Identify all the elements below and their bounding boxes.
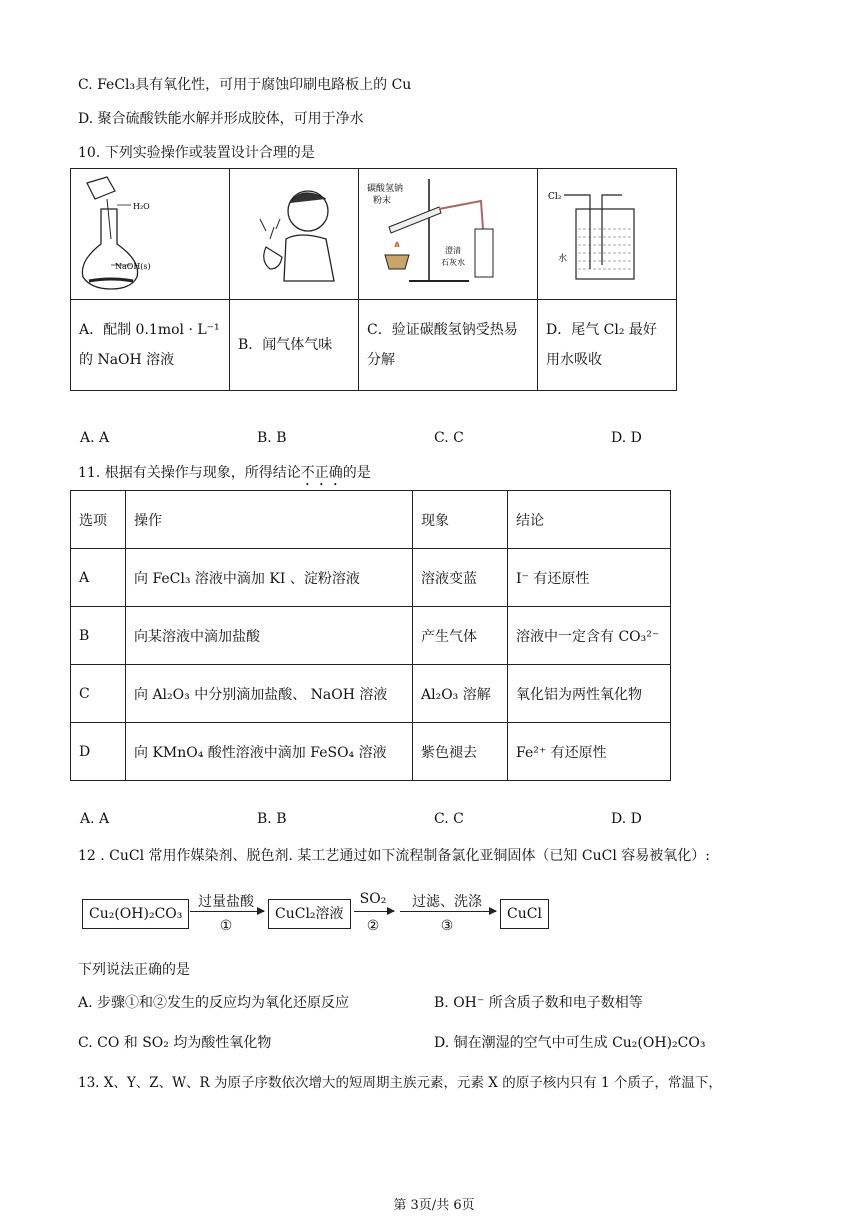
- gas-bottle-figure: [538, 169, 677, 300]
- svg-text:NaOH(s): NaOH(s): [115, 262, 151, 271]
- question-11-table: [70, 490, 671, 781]
- step3-number: ③: [440, 918, 454, 934]
- q12-option-c: C. CO 和 SO₂ 均为酸性氧化物: [78, 1035, 272, 1051]
- question-10-table: [70, 168, 677, 391]
- q11-choice-b: B. B: [257, 811, 287, 827]
- step1-number: ①: [219, 918, 233, 934]
- q10-choice-a: A. A: [80, 430, 110, 446]
- option-d-line: D. 聚合硫酸铁能水解并形成胶体，可用于净水: [78, 111, 364, 127]
- question-10-stem: 10. 下列实验操作或装置设计合理的是: [78, 145, 315, 161]
- header-option: 选项: [71, 491, 126, 549]
- question-12-stem: 12 . CuCl 常用作媒染剂、脱色剂. 某工艺通过如下流程制备氯化亚铜固体（已知 CuCl 容易被氧化）:: [78, 848, 710, 864]
- volumetric-flask-figure: [71, 169, 230, 300]
- q10-choice-b: B. B: [257, 430, 287, 446]
- step1-reagent: 过量盐酸: [198, 894, 254, 910]
- header-operation: 操作: [126, 491, 413, 549]
- svg-text:澄清: 澄清: [445, 246, 461, 255]
- flow-box-middle: CuCl₂溶液: [268, 899, 351, 929]
- table-row: D 向 KMnO₄ 酸性溶液中滴加 FeSO₄ 溶液 紫色褪去 Fe²⁺ 有还原性: [71, 723, 671, 781]
- question-11-stem: 11. 根据有关操作与现象，所得结论不正确的是: [78, 465, 371, 481]
- gas-washing-bottle-icon: [538, 169, 676, 295]
- q10-cell-b: B．闻气体气味: [230, 300, 359, 391]
- q12-option-a: A. 步骤①和②发生的反应均为氧化还原反应: [78, 995, 350, 1011]
- question-12-prompt: 下列说法正确的是: [78, 962, 190, 978]
- step3-operation: 过滤、洗涤: [412, 894, 482, 910]
- q10-cell-d: D．尾气 Cl₂ 最好 用水吸收: [538, 300, 677, 391]
- step3-arrow: [400, 911, 496, 912]
- header-phenomenon: 现象: [413, 491, 508, 549]
- q10-choice-d: D. D: [611, 430, 642, 446]
- svg-text:石灰水: 石灰水: [441, 258, 465, 267]
- flow-box-start: Cu₂(OH)₂CO₃: [82, 899, 189, 929]
- svg-text:碳酸氢钠: 碳酸氢钠: [367, 184, 404, 194]
- step2-arrow: [354, 911, 394, 912]
- person-smelling-icon: [230, 169, 358, 295]
- table-row: A 向 FeCl₃ 溶液中滴加 KI 、淀粉溶液 溶液变蓝 I⁻ 有还原性: [71, 549, 671, 607]
- svg-text:水: 水: [558, 254, 568, 264]
- q12-option-d: D. 铜在潮湿的空气中可生成 Cu₂(OH)₂CO₃: [434, 1035, 706, 1051]
- q11-choice-a: A. A: [80, 811, 110, 827]
- step1-arrow: [190, 911, 264, 912]
- step2-number: ②: [366, 918, 380, 934]
- q10-choice-c: C. C: [434, 430, 464, 446]
- smell-gas-figure: [230, 169, 359, 300]
- table-row: B 向某溶液中滴加盐酸 产生气体 溶液中一定含有 CO₃²⁻: [71, 607, 671, 665]
- option-c-line: C. FeCl₃具有氧化性，可用于腐蚀印刷电路板上的 Cu: [78, 77, 412, 93]
- q10-cell-a: A．配制 0.1mol · L⁻¹ 的 NaOH 溶液: [71, 300, 230, 391]
- svg-text:H₂O: H₂O: [133, 202, 150, 211]
- q12-option-b: B. OH⁻ 所含质子数和电子数相等: [434, 995, 643, 1011]
- heating-apparatus-icon: [359, 169, 537, 295]
- q11-choice-c: C. C: [434, 811, 464, 827]
- question-13-stem: 13. X、Y、Z、W、R 为原子序数依次增大的短周期主族元素，元素 X 的原子核内只有 1 个质子，常温下，: [78, 1075, 722, 1091]
- step2-reagent: SO₂: [359, 891, 387, 907]
- q11-choice-d: D. D: [611, 811, 642, 827]
- svg-text:粉末: 粉末: [373, 196, 392, 206]
- table-row: C 向 Al₂O₃ 中分别滴加盐酸、 NaOH 溶液 Al₂O₃ 溶解 氧化铝为两性氧化物: [71, 665, 671, 723]
- q10-cell-c: C．验证碳酸氢钠受热易 分解: [359, 300, 538, 391]
- flow-box-end: CuCl: [500, 899, 549, 929]
- page-footer: 第 3页/共 6页: [393, 1198, 475, 1213]
- svg-text:Cl₂: Cl₂: [548, 192, 562, 202]
- header-conclusion: 结论: [508, 491, 671, 549]
- volumetric-flask-icon: [71, 169, 229, 295]
- heating-apparatus-figure: [359, 169, 538, 300]
- emphasis-text: 不正确: [300, 465, 343, 481]
